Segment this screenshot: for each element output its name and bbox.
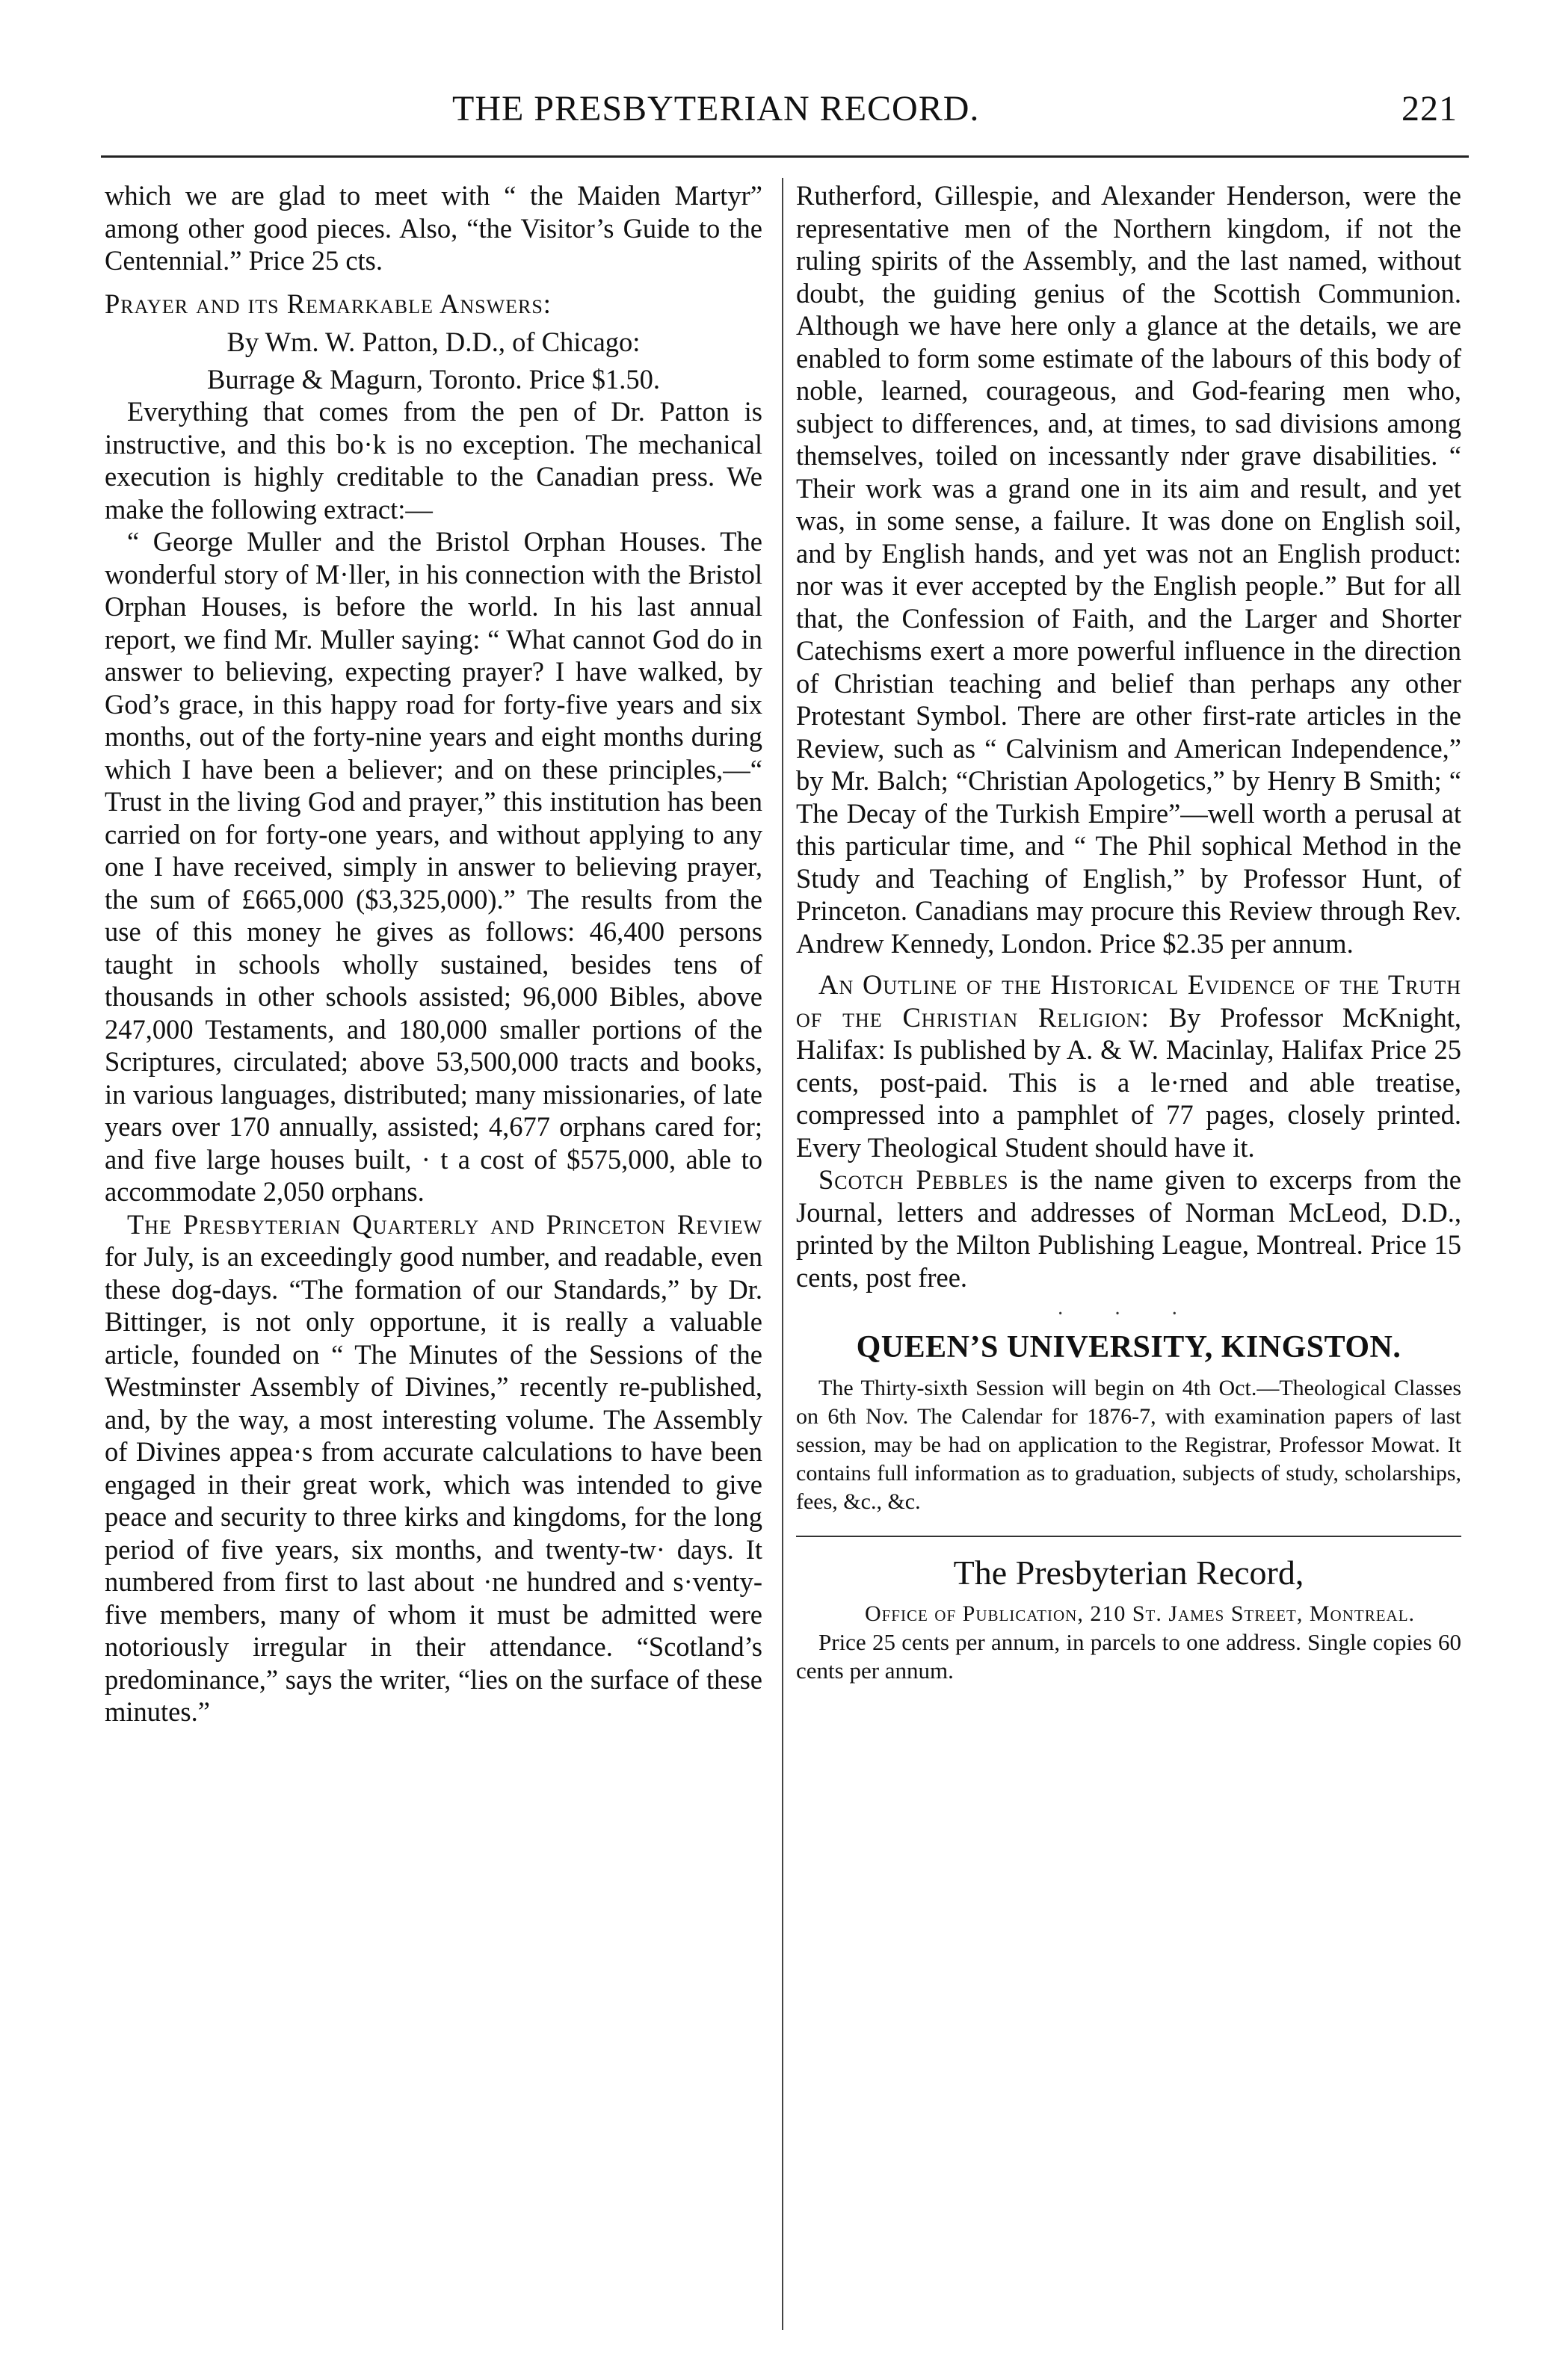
left-paragraph-4 [105,1208,762,1728]
review-title-scotch-pebbles: Scotch Pebbles [818,1164,1009,1195]
right-paragraph-2 [796,968,1461,1163]
record-title: The Presbyterian Record, [953,1554,1304,1592]
left-paragraph-1: which we are glad to meet with “ the Maiden Martyr” among other good pieces. Also, “the Visitor’s Guide to the Centennial.” Price 25 cts. [105,180,762,276]
left-column [105,179,762,1728]
review-title-princeton: The Presbyterian Quarterly and Princeton Review [127,1208,762,1240]
ornament-dots: · · · [1057,1302,1200,1326]
page-header [101,88,1465,133]
queens-university-title: QUEEN’S UNIVERSITY, KINGSTON. [856,1330,1401,1364]
column-divider [782,178,783,2330]
review-publisher-burrage: Burrage & Magurn, Toronto. Price $1.50. [206,363,660,395]
right-paragraph-3-text: is the name given to excerps from the Journal, letters and addresses of Norman McLeod, D.D., printed by the Milton Publishing League, Montreal. Price 15 cents, post free. [796,1164,1461,1293]
notice-rule [796,1536,1461,1537]
left-paragraph-3-extract: “ George Muller and the Bristol Orphan Houses. The wonderful story of M·ller, in his connection with the Bristol Orphan Houses, is before the world. In his last annual report, we find Mr. Muller saying: “ What cannot God do in answer to believing, expecting prayer? I have walked, by God’s grace, in this happy road for forty-five years and six months, out of the forty-nine years and eight months during which I have been a believer; and on these principles,—“ Trust in the living God and prayer,” this institution has been carried on for forty-one years, and without applying to any one I have received, simply in answer to believing prayer, the sum of £665,000 ($3,325,000).” The results from the use of this money he gives as follows: 46,400 persons taught in schools wholly sustained, besides tens of thousands in other schools assisted; 96,000 Bibles, above 247,000 Testaments, and 180,000 smaller portions of the Scriptures, circulated; above 53,500,000 tracts and books, in various languages, distributed; many missionaries, of late years over 170 annually, assisted; 4,677 orphans cared for; and five large houses built, · t a cost of $575,000, able to accommodate 2,050 orphans. [105,526,762,1207]
right-paragraph-3 [796,1163,1461,1293]
right-paragraph-1: Rutherford, Gillespie, and Alexander Henderson, were the representative men of the Northern kingdom, if not the ruling spirits of the Assembly, and the last named, without doubt, the guiding genius of the Scottish Communion. Although we have here only a glance at the details, we are enabled to form some estimate of the labours of this body of noble, learned, courageous, and God-fearing men who, subject to differences, and, at times, to sad divisions among themselves, toiled on incessantly nder grave disabilities. “ Their work was a grand one in its aim and result, and yet was, in some sense, a failure. It was done on English soil, and by English hands, and yet was not an English product: nor was it ever accepted by the English people.” But for all that, the Confession of Faith, and the Larger and Shorter Catechisms exert a more powerful influence in the direction of Christian teaching and belief than perhaps any other Protestant Symbol. There are other first-rate articles in the Review, such as “ Calvinism and American Independence,” by Mr. Balch; “Christian Apologetics,” by Henry B Smith; “ The Decay of the Turkish Empire”—well worth a perusal at this particular time, and “ The Phil sophical Method in the Study and Teaching of English,” by Professor Hunt, of Princeton. Canadians may procure this Review through Rev. Andrew Kennedy, London. Price $2.35 per annum. [796,180,1461,959]
running-title: THE PRESBYTERIAN RECORD. [452,89,980,129]
left-paragraph-2: Everything that comes from the pen of Dr. Patton is instructive, and this bo·k is no exception. The mechanical execution is highly creditable to the Canadian press. We make the following extract:— [105,396,762,525]
review-author-patton: By Wm. W. Patton, D.D., of Chicago: [226,327,641,357]
record-office-address: Office of Publication, 210 St. James Street, Montreal. [864,1601,1416,1626]
right-column [796,179,1461,1685]
right-paragraph-2-text: By Professor McKnight, Halifax: Is published by A. & W. Macinlay, Halifax Price 25 cents, post-paid. This is a le·rned and able treatise, compressed into a pamphlet of 77 pages, closely printed. Every Theological Student should have it. [796,1001,1461,1163]
page-number: 221 [1401,89,1458,129]
left-paragraph-4-text: for July, is an exceedingly good number, and readable, even these dog-days. “The formation of our Standards,” by Dr. Bittinger, is not only opportune, it is really a valuable article, founded on “ The Minutes of the Sessions of the Westminster Assembly of Divines,” recently re-published, and, by the way, a most interesting volume. The Assembly of Divines appea·s from accurate calculations to have been engaged in their great work, which was intended to give peace and security to three kirks and kingdoms, for the long period of five years, six months, and twenty-tw· days. It numbered from first to last about ·ne hundred and s·venty-five members, many of whom it must be admitted were notoriously irregular in their attendance. “Scotland’s predominance,” says the writer, “lies on the surface of these minutes.” [105,1241,762,1727]
review-title-outline: An Outline of the Historical Evidence of the Truth of the Christian Religion: [796,969,1461,1033]
queens-university-notice: The Thirty-sixth Session will begin on 4th Oct.—Theological Classes on 6th Nov. The Calendar for 1876-7, with examination papers of last session, may be had on application to the Registrar, Professor Mowat. It contains full information as to graduation, subjects of study, scholarships, fees, &c., &c. [796,1376,1461,1514]
review-title-prayer: Prayer and its Remarkable Answers: [105,288,552,319]
header-rule [101,155,1469,158]
record-price-notice: Price 25 cents per annum, in parcels to one address. Single copies 60 cents per annum. [796,1629,1461,1684]
